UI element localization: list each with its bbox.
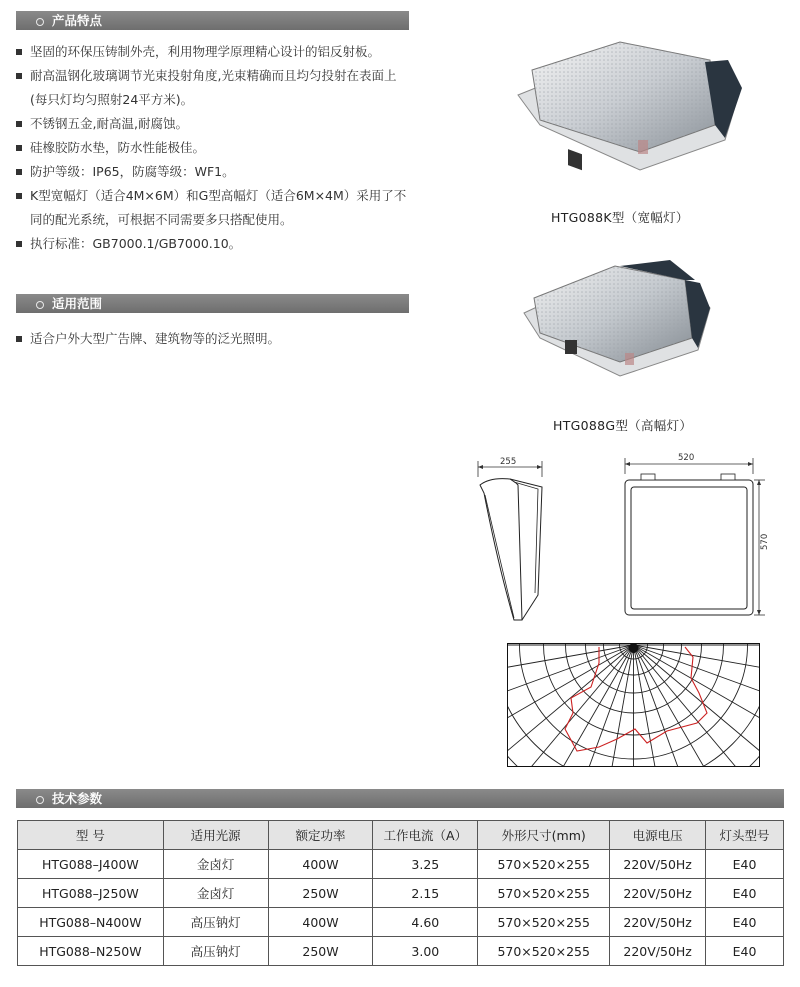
specs-table bbox=[17, 820, 784, 966]
square-bullet-icon bbox=[16, 73, 22, 79]
list-item: 执行标准：GB7000.1/GB7000.10。 bbox=[16, 232, 411, 256]
bullet-circle-icon bbox=[36, 18, 44, 26]
scope-title: 适用范围 bbox=[52, 296, 103, 311]
product-image-g bbox=[520, 258, 715, 383]
column-header: 灯头型号 bbox=[706, 821, 784, 850]
product-caption-k: HTG088K型（宽幅灯） bbox=[551, 210, 689, 225]
product-caption-g: HTG088G型（高幅灯） bbox=[553, 418, 693, 433]
table-row: HTG088–J250W 金卤灯 250W 2.15 570×520×255 220V/50Hz E40 bbox=[18, 879, 784, 908]
column-header: 电源电压 bbox=[610, 821, 706, 850]
depth-dimension: 255 bbox=[500, 457, 517, 467]
square-bullet-icon bbox=[16, 49, 22, 55]
square-bullet-icon bbox=[16, 241, 22, 247]
table-row: HTG088–N250W 高压钠灯 250W 3.00 570×520×255 220V/50Hz E40 bbox=[18, 937, 784, 966]
scope-section-header bbox=[16, 294, 409, 313]
column-header: 工作电流（A） bbox=[373, 821, 478, 850]
features-title: 产品特点 bbox=[52, 13, 103, 28]
list-item: K型宽幅灯（适合4M×6M）和G型高幅灯（适合6M×4M）采用了不同的配光系统，可根据不同需要多只搭配使用。 bbox=[16, 184, 411, 232]
column-header: 适用光源 bbox=[163, 821, 268, 850]
list-item: 耐高温钢化玻璃调节光束投射角度,光束精确而且均匀投射在表面上(每只灯均匀照射24平方米)。 bbox=[16, 64, 411, 112]
product-image-k bbox=[510, 30, 750, 180]
column-header: 额定功率 bbox=[268, 821, 373, 850]
list-item: 适合户外大型广告牌、建筑物等的泛光照明。 bbox=[16, 327, 411, 351]
list-item: 不锈钢五金,耐高温,耐腐蚀。 bbox=[16, 112, 411, 136]
scope-list bbox=[16, 327, 411, 351]
list-item: 坚固的环保压铸制外壳，利用物理学原理精心设计的铝反射板。 bbox=[16, 40, 411, 64]
square-bullet-icon bbox=[16, 336, 22, 342]
square-bullet-icon bbox=[16, 121, 22, 127]
square-bullet-icon bbox=[16, 169, 22, 175]
specs-title: 技术参数 bbox=[52, 791, 103, 806]
column-header: 型 号 bbox=[18, 821, 164, 850]
light-distribution-diagram bbox=[507, 643, 760, 767]
front-view-drawing bbox=[615, 450, 775, 630]
features-list bbox=[16, 40, 411, 256]
table-header-row bbox=[18, 821, 784, 850]
bullet-circle-icon bbox=[36, 796, 44, 804]
square-bullet-icon bbox=[16, 145, 22, 151]
list-item: 防护等级：IP65，防腐等级：WF1。 bbox=[16, 160, 411, 184]
width-dimension: 520 bbox=[678, 453, 695, 463]
height-dimension: 570 bbox=[760, 533, 770, 550]
table-row: HTG088–N400W 高压钠灯 400W 4.60 570×520×255 220V/50Hz E40 bbox=[18, 908, 784, 937]
side-view-drawing bbox=[470, 455, 550, 630]
features-section-header bbox=[16, 11, 409, 30]
bullet-circle-icon bbox=[36, 301, 44, 309]
table-row: HTG088–J400W 金卤灯 400W 3.25 570×520×255 220V/50Hz E40 bbox=[18, 850, 784, 879]
column-header: 外形尺寸(mm) bbox=[478, 821, 610, 850]
specs-section-header bbox=[16, 789, 784, 808]
square-bullet-icon bbox=[16, 193, 22, 199]
list-item: 硅橡胶防水垫，防水性能极佳。 bbox=[16, 136, 411, 160]
